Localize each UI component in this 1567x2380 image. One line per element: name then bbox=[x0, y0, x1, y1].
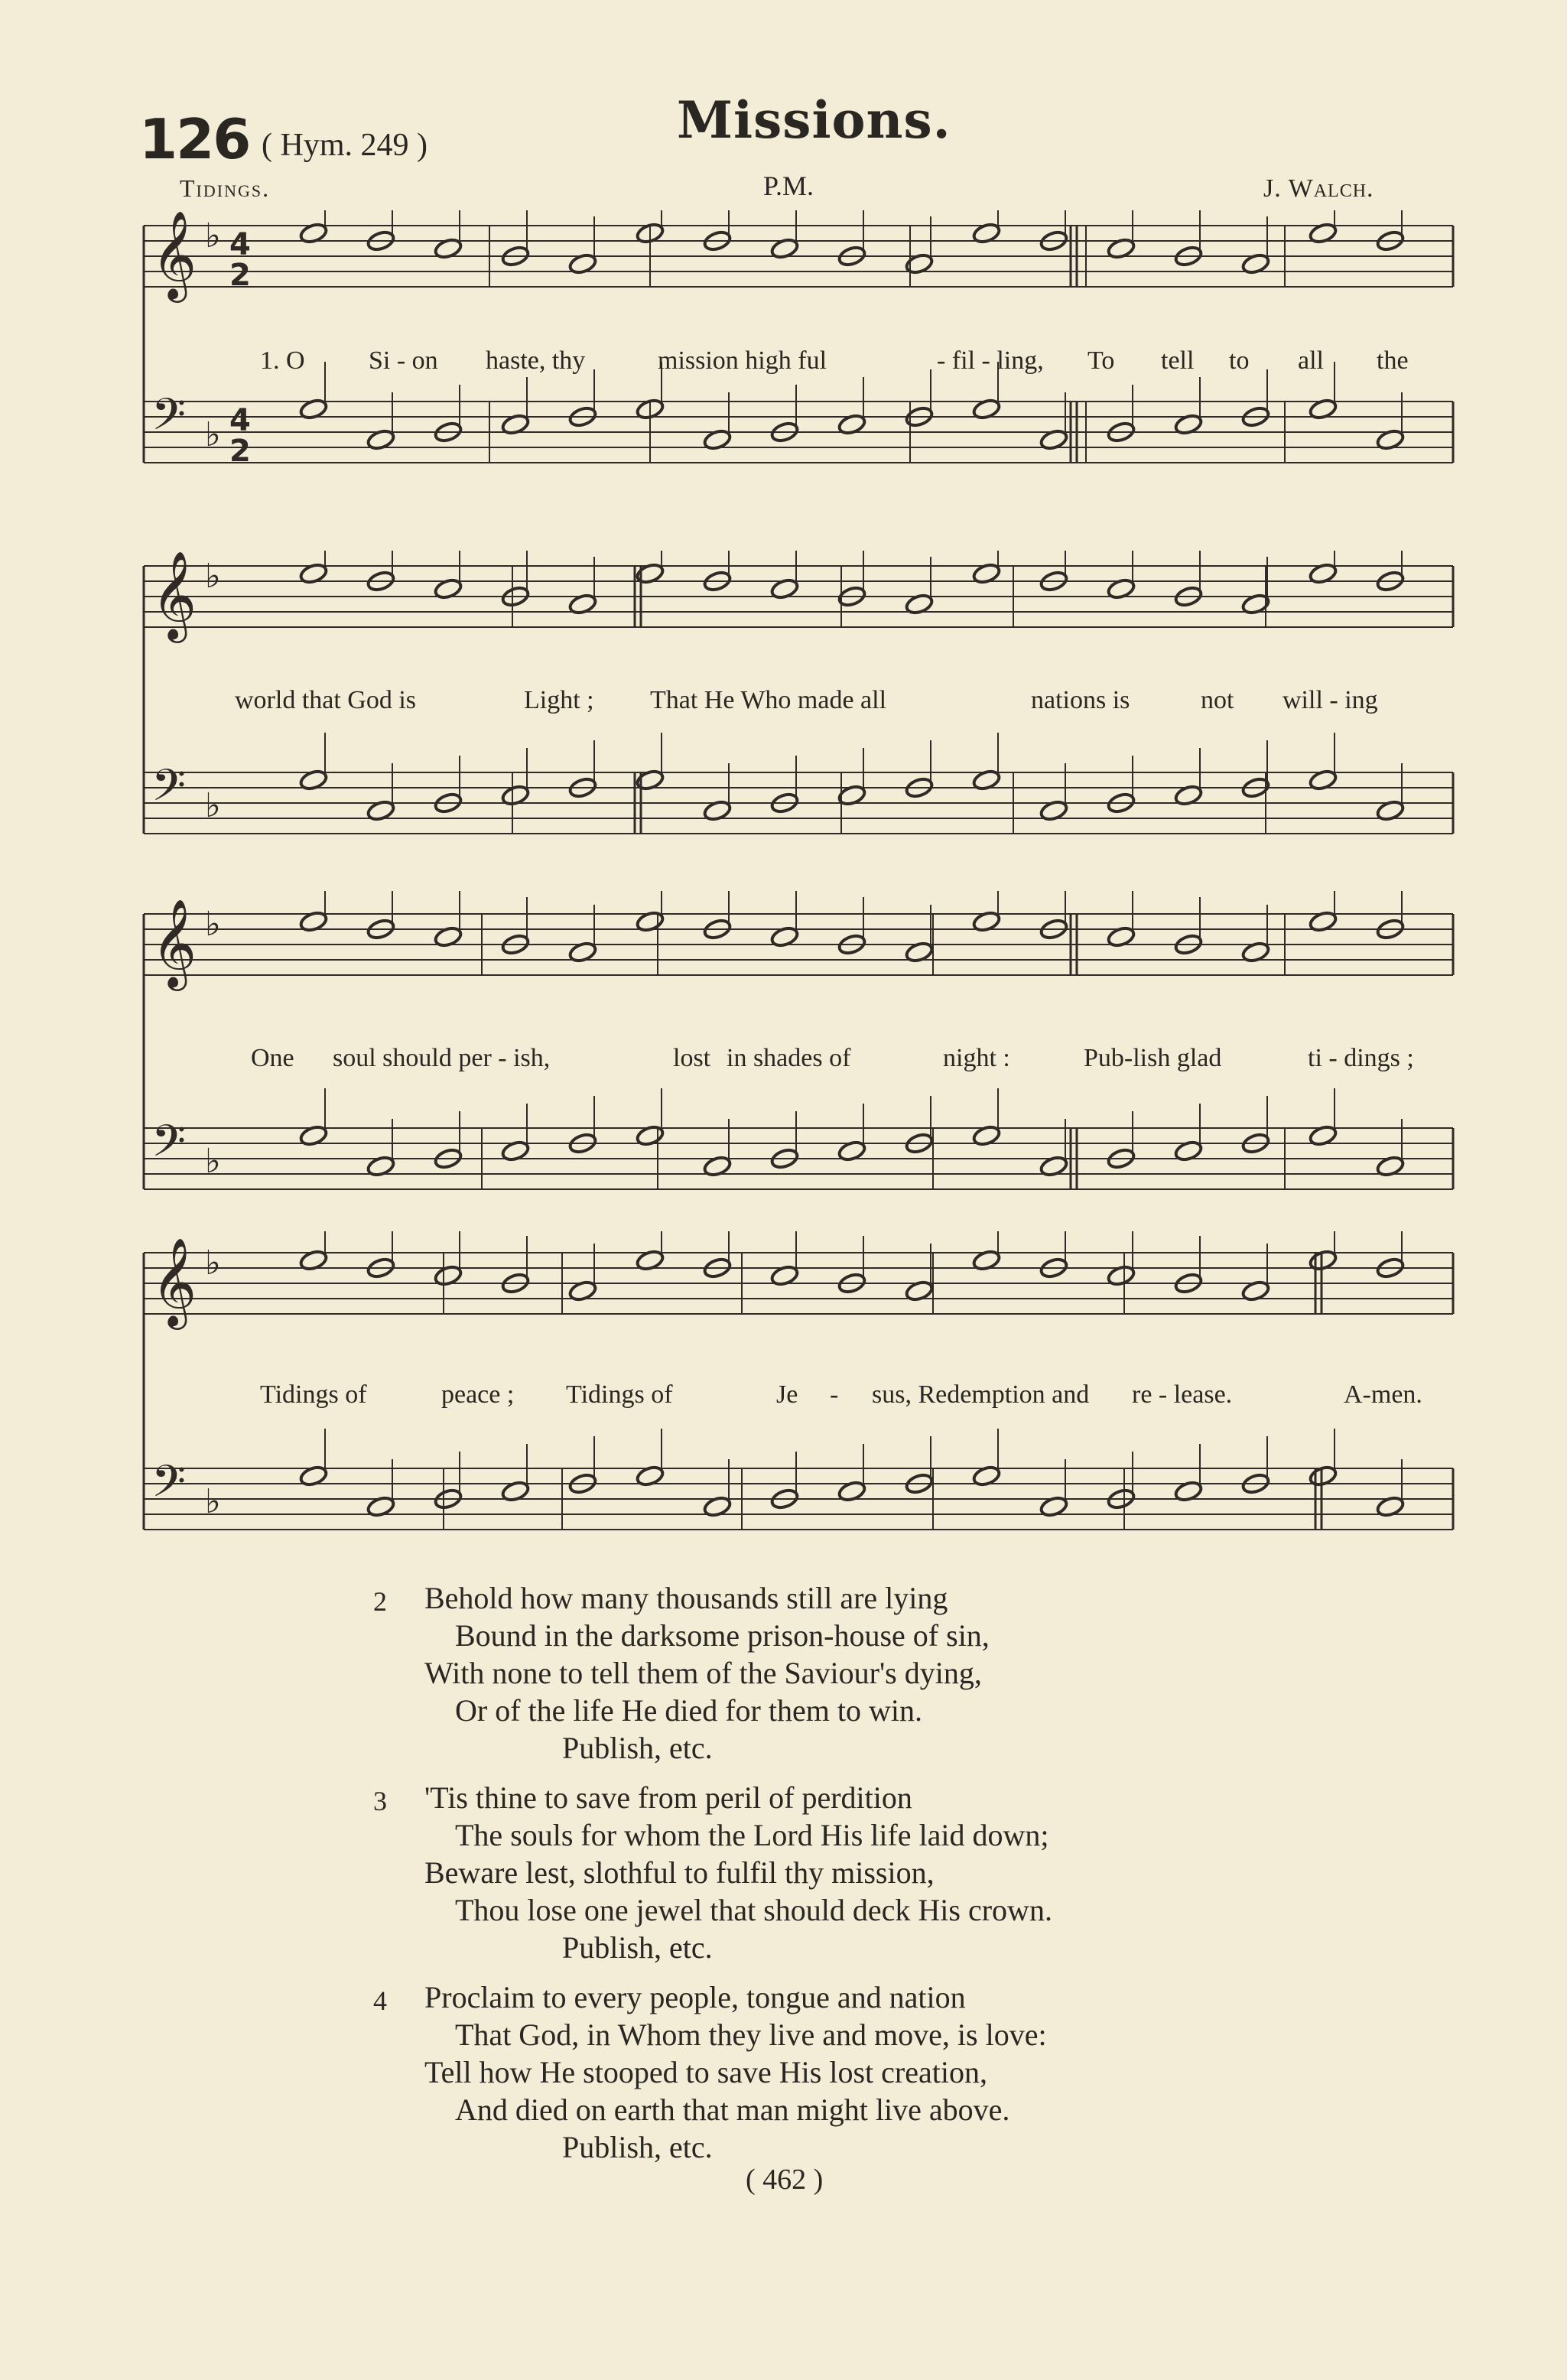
lyric-syllable: That He Who made all bbox=[650, 686, 887, 714]
verse-refrain-cue: Publish, etc. bbox=[562, 1930, 713, 1965]
lyric-syllable: to bbox=[1229, 346, 1250, 375]
music-system-3 bbox=[138, 891, 1461, 1235]
music-system-1 bbox=[138, 210, 1461, 501]
lyric-syllable: ti - dings ; bbox=[1308, 1044, 1414, 1072]
lyric-syllable: peace ; bbox=[441, 1380, 515, 1409]
lyric-syllable: One bbox=[251, 1044, 294, 1072]
music-system-2 bbox=[138, 551, 1461, 887]
verse-refrain-cue: Publish, etc. bbox=[562, 2130, 713, 2164]
verse-line: Proclaim to every people, tongue and nation bbox=[424, 1980, 966, 2014]
lyric-syllable: To bbox=[1087, 346, 1115, 375]
lyric-syllable: soul should per - ish, bbox=[333, 1044, 551, 1072]
svg-text:♭: ♭ bbox=[205, 557, 221, 596]
lyric-syllable: haste, thy bbox=[486, 346, 586, 375]
lyric-syllable: sus, Redemption and bbox=[872, 1380, 1090, 1409]
svg-text:𝄢: 𝄢 bbox=[151, 1115, 187, 1178]
lyric-syllable: Pub-lish glad bbox=[1084, 1044, 1222, 1072]
lyric-syllable: night : bbox=[943, 1044, 1010, 1072]
verse-2 bbox=[373, 1579, 1377, 1767]
page-number: ( 462 ) bbox=[746, 2164, 824, 2196]
lyric-syllable: not bbox=[1201, 686, 1234, 714]
hymn-number: 126 bbox=[139, 107, 250, 171]
verse-refrain-cue: Publish, etc. bbox=[562, 1731, 713, 1765]
lyric-syllable: - bbox=[830, 1380, 839, 1409]
verse-line: Behold how many thousands still are lying bbox=[424, 1581, 948, 1615]
verse-text bbox=[373, 1579, 1377, 2178]
verse-3 bbox=[373, 1779, 1377, 1966]
lyric-syllable: Tidings of bbox=[260, 1380, 367, 1409]
verse-line: With none to tell them of the Saviour's dying, bbox=[424, 1656, 982, 1690]
verse-line: Beware lest, slothful to fulfil thy mission, bbox=[424, 1855, 935, 1890]
svg-text:𝄢: 𝄢 bbox=[151, 759, 187, 822]
verse-line: Tell how He stooped to save His lost creation, bbox=[424, 2055, 987, 2089]
svg-text:♭: ♭ bbox=[205, 786, 221, 825]
svg-text:♭: ♭ bbox=[205, 216, 221, 255]
lyric-syllable: 1. O bbox=[260, 346, 305, 375]
lyric-syllable: tell bbox=[1161, 346, 1195, 375]
hymn-reference: ( Hym. 249 ) bbox=[262, 128, 428, 163]
svg-text:𝄞: 𝄞 bbox=[151, 210, 197, 299]
svg-text:2: 2 bbox=[229, 434, 251, 469]
lyric-syllable: will - ing bbox=[1283, 686, 1378, 714]
lyric-syllable: world that God is bbox=[235, 686, 417, 714]
svg-text:𝄢: 𝄢 bbox=[151, 389, 187, 451]
svg-text:4: 4 bbox=[229, 227, 251, 262]
tune-name: Tidings. bbox=[180, 174, 271, 202]
lyric-syllable: the bbox=[1377, 346, 1409, 375]
lyric-syllable: re - lease. bbox=[1132, 1380, 1233, 1409]
svg-text:𝄞: 𝄞 bbox=[151, 551, 197, 639]
verse-4 bbox=[373, 1978, 1377, 2166]
music-system-4 bbox=[138, 1231, 1461, 1575]
lyric-syllable: Je bbox=[776, 1380, 798, 1409]
svg-text:♭: ♭ bbox=[205, 1482, 221, 1521]
composer: J. Walch. bbox=[1263, 174, 1374, 203]
lyric-syllable: lost bbox=[673, 1044, 711, 1072]
verse-line: Bound in the darksome prison-house of sin, bbox=[455, 1618, 990, 1653]
svg-text:𝄢: 𝄢 bbox=[151, 1455, 187, 1518]
lyric-syllable: Light ; bbox=[524, 686, 594, 714]
svg-text:♭: ♭ bbox=[205, 415, 221, 454]
meter: P.M. bbox=[763, 171, 814, 201]
lyric-syllable: nations is bbox=[1031, 686, 1130, 714]
verse-line: 'Tis thine to save from peril of perdition bbox=[424, 1780, 912, 1815]
lyric-syllable: Tidings of bbox=[566, 1380, 673, 1409]
verse-number: 2 bbox=[373, 1586, 387, 1617]
verse-line: That God, in Whom they live and move, is love: bbox=[455, 2017, 1047, 2052]
svg-text:𝄞: 𝄞 bbox=[151, 898, 197, 987]
section-title: Missions. bbox=[677, 90, 951, 150]
verse-line: Or of the life He died for them to win. bbox=[455, 1693, 922, 1728]
lyric-syllable: A-men. bbox=[1344, 1380, 1422, 1409]
svg-text:2: 2 bbox=[229, 258, 251, 293]
verse-line: The souls for whom the Lord His life laid down; bbox=[455, 1818, 1049, 1852]
verse-number: 3 bbox=[373, 1786, 387, 1816]
staff-lines bbox=[138, 551, 1461, 887]
svg-text:♭: ♭ bbox=[205, 1142, 221, 1181]
verse-line: And died on earth that man might live above. bbox=[455, 2092, 1010, 2127]
svg-text:4: 4 bbox=[229, 403, 251, 438]
lyric-syllable: Si - on bbox=[369, 346, 438, 375]
lyric-syllable: mission high ful bbox=[658, 346, 827, 375]
svg-text:♭: ♭ bbox=[205, 1244, 221, 1283]
svg-text:𝄞: 𝄞 bbox=[151, 1237, 197, 1326]
lyric-syllable: all bbox=[1298, 346, 1324, 375]
verse-number: 4 bbox=[373, 1985, 387, 2016]
lyric-syllable: - fil - ling, bbox=[937, 346, 1044, 375]
lyric-syllable: in shades of bbox=[727, 1044, 851, 1072]
svg-text:♭: ♭ bbox=[205, 905, 221, 944]
verse-line: Thou lose one jewel that should deck His crown. bbox=[455, 1893, 1052, 1927]
